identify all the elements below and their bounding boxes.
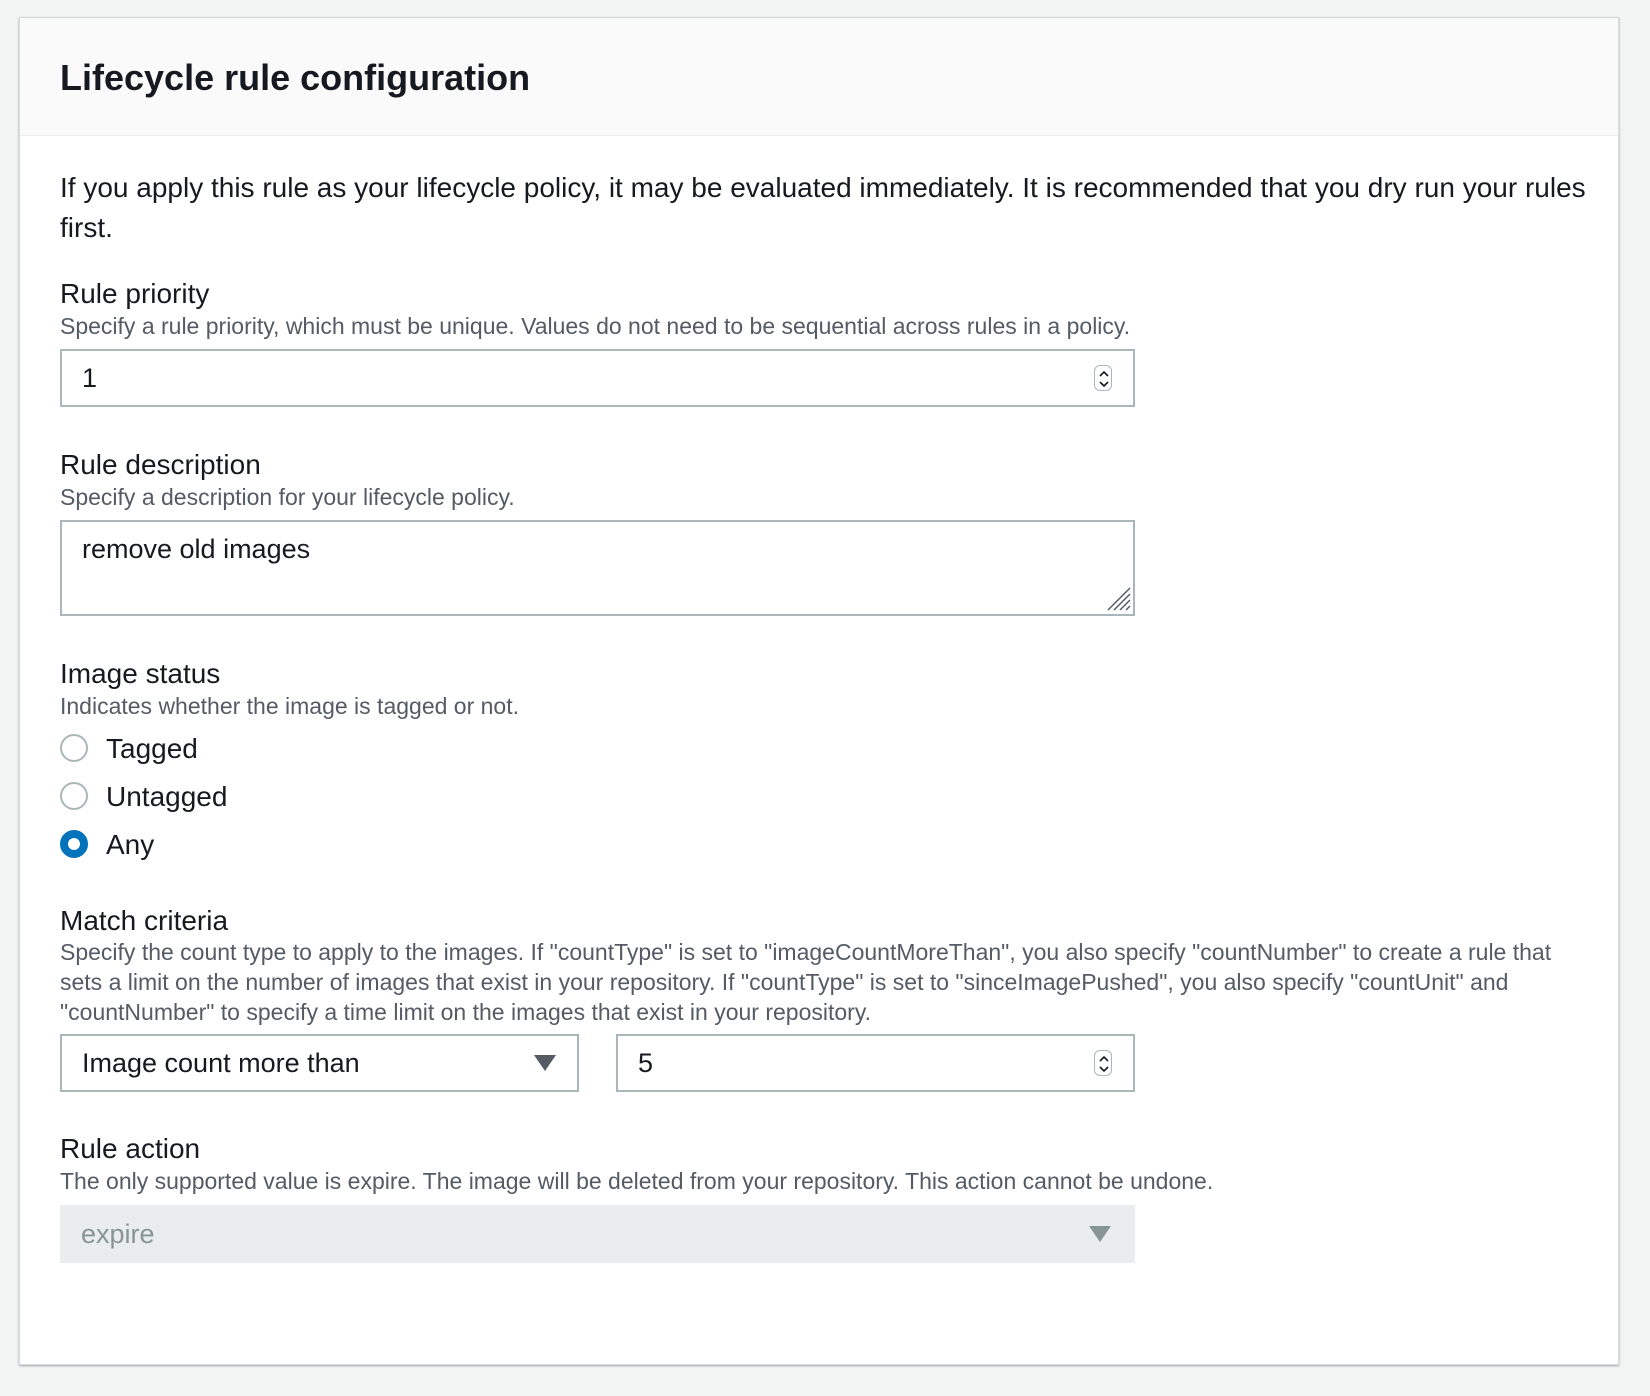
count-number-value: 5 bbox=[638, 1048, 654, 1078]
radio-label-tagged: Tagged bbox=[106, 733, 198, 764]
radio-button-tagged[interactable] bbox=[60, 734, 88, 762]
rule-action-description: The only supported value is expire. The image will be deleted from your repository. This action cannot be undone. bbox=[60, 1168, 1214, 1194]
rule-priority-value: 1 bbox=[82, 363, 98, 393]
radio-label-any: Any bbox=[106, 829, 155, 860]
count-number-input[interactable] bbox=[616, 1034, 1135, 1092]
rule-priority-input[interactable] bbox=[60, 349, 1135, 407]
panel-title: Lifecycle rule configuration bbox=[60, 57, 531, 98]
rule-priority-label: Rule priority bbox=[60, 278, 210, 309]
rule-description-description: Specify a description for your lifecycle policy. bbox=[60, 484, 515, 510]
up-down-stepper-icon[interactable] bbox=[1094, 365, 1112, 391]
rule-action-value: expire bbox=[81, 1219, 155, 1249]
radio-button-any[interactable] bbox=[60, 830, 88, 858]
caret-down-icon bbox=[534, 1055, 556, 1071]
panel-header bbox=[20, 18, 1618, 136]
rule-description-label: Rule description bbox=[60, 449, 261, 480]
rule-description-value: remove old images bbox=[82, 534, 311, 564]
rule-action-select bbox=[60, 1205, 1135, 1263]
rule-action-label: Rule action bbox=[60, 1133, 201, 1164]
image-status-label: Image status bbox=[60, 658, 221, 689]
count-type-select[interactable] bbox=[60, 1034, 579, 1092]
lifecycle-rule-panel bbox=[19, 17, 1619, 1365]
match-criteria-label: Match criteria bbox=[60, 905, 229, 936]
rule-description-textarea[interactable] bbox=[60, 520, 1135, 616]
resize-handle-icon[interactable] bbox=[1106, 586, 1132, 612]
radio-button-untagged[interactable] bbox=[60, 782, 88, 810]
rule-priority-description: Specify a rule priority, which must be unique. Values do not need to be sequential across rules in a policy. bbox=[60, 313, 1131, 339]
image-status-description: Indicates whether the image is tagged or not. bbox=[60, 693, 520, 719]
match-criteria-description: Specify the count type to apply to the images. If "countType" is set to "imageCountMoreThan", you also specify "countNumber" to create a rule that sets a limit on the number of images that exist in your repository. If "countType" is set to "sinceImagePushed", you also specify "countUnit" and "countNumber" to specify a time limit on the images that exist in your repository. bbox=[60, 939, 1552, 1025]
radio-label-untagged: Untagged bbox=[106, 781, 228, 812]
up-down-stepper-icon[interactable] bbox=[1094, 1050, 1112, 1076]
caret-down-icon bbox=[1089, 1226, 1111, 1242]
count-type-value: Image count more than bbox=[82, 1048, 360, 1078]
intro-text: If you apply this rule as your lifecycle policy, it may be evaluated immediately. It is recommended that you dry run your rules first. bbox=[60, 172, 1586, 243]
